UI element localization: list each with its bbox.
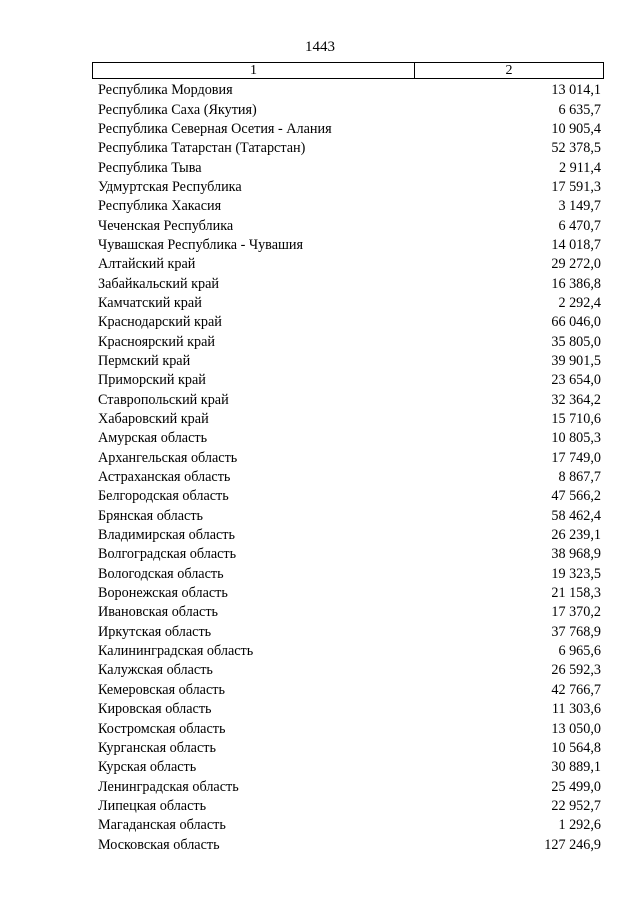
region-value: 6 470,7 (558, 217, 601, 234)
region-value: 17 749,0 (551, 449, 601, 466)
region-name: Приморский край (98, 372, 206, 389)
table-row (98, 100, 603, 119)
region-value: 37 768,9 (551, 623, 601, 640)
table-row (98, 313, 603, 332)
table-row (98, 816, 603, 835)
region-name: Иркутская область (98, 623, 212, 640)
table-row (98, 197, 603, 216)
column-header-1: 1 (93, 63, 415, 78)
table-row (98, 661, 603, 680)
region-value: 17 591,3 (551, 178, 601, 195)
region-value: 6 635,7 (558, 101, 601, 118)
table-row (98, 332, 603, 351)
region-value: 52 378,5 (551, 140, 601, 157)
region-value: 23 654,0 (551, 372, 601, 389)
region-name: Амурская область (98, 430, 208, 447)
region-value: 13 014,1 (551, 82, 601, 99)
region-name: Республика Саха (Якутия) (98, 101, 257, 118)
table-row (98, 391, 603, 410)
region-name: Республика Тыва (98, 159, 202, 176)
region-value: 11 303,6 (551, 701, 601, 718)
table-row (98, 584, 603, 603)
region-name: Магаданская область (98, 817, 226, 834)
region-value: 58 462,4 (551, 507, 601, 524)
table-row (98, 681, 603, 700)
region-name: Краснодарский край (98, 314, 222, 331)
region-value: 10 905,4 (551, 120, 601, 137)
table-row (98, 449, 603, 468)
region-name: Красноярский край (98, 333, 215, 350)
table-row (98, 719, 603, 738)
table-row (98, 468, 603, 487)
region-name: Ивановская область (98, 604, 219, 621)
region-name: Хабаровский край (98, 411, 209, 428)
column-header-2: 2 (505, 63, 513, 78)
table-row (98, 835, 603, 854)
region-name: Пермский край (98, 352, 191, 369)
table-row (98, 294, 603, 313)
region-value: 32 364,2 (551, 391, 601, 408)
table-row (98, 797, 603, 816)
region-name: Владимирская область (98, 527, 235, 544)
region-name: Курская область (98, 759, 197, 776)
region-value: 35 805,0 (551, 333, 601, 350)
region-value: 29 272,0 (551, 256, 601, 273)
region-name: Брянская область (98, 507, 204, 524)
table-row (98, 700, 603, 719)
region-name: Забайкальский край (98, 275, 219, 292)
region-name: Ставропольский край (98, 391, 229, 408)
region-name: Республика Северная Осетия - Алания (98, 120, 332, 137)
region-name: Кемеровская область (98, 681, 225, 698)
table-row (98, 429, 603, 448)
region-value: 10 805,3 (551, 430, 601, 447)
region-name: Республика Татарстан (Татарстан) (98, 140, 306, 157)
region-value: 26 592,3 (551, 662, 601, 679)
region-value: 14 018,7 (551, 236, 601, 253)
table-row (98, 410, 603, 429)
table-row (98, 216, 603, 235)
table-row (98, 274, 603, 293)
table-row (98, 507, 603, 526)
table-row (98, 545, 603, 564)
region-value: 25 499,0 (551, 778, 601, 795)
region-value: 47 566,2 (551, 488, 601, 505)
table-row (98, 758, 603, 777)
table-row (98, 623, 603, 642)
region-value: 17 370,2 (551, 604, 601, 621)
region-name: Архангельская область (98, 449, 238, 466)
region-value: 42 766,7 (551, 681, 601, 698)
region-value: 30 889,1 (551, 759, 601, 776)
region-name: Ленинградская область (98, 778, 239, 795)
region-value: 13 050,0 (551, 720, 601, 737)
table-row (98, 158, 603, 177)
region-name: Белгородская область (98, 488, 229, 505)
region-value: 38 968,9 (551, 546, 601, 563)
table-row (98, 642, 603, 661)
page-number: 1443 (305, 39, 335, 55)
region-value: 22 952,7 (551, 797, 601, 814)
region-name: Удмуртская Республика (98, 178, 242, 195)
table-body (98, 81, 603, 855)
region-value: 15 710,6 (551, 411, 601, 428)
region-name: Волгоградская область (98, 546, 237, 563)
region-value: 21 158,3 (551, 585, 601, 602)
table-row (98, 487, 603, 506)
table-row (98, 352, 603, 371)
region-name: Вологодская область (98, 565, 224, 582)
region-name: Чувашская Республика - Чувашия (98, 236, 304, 253)
region-value: 16 386,8 (551, 275, 601, 292)
region-name: Московская область (98, 836, 220, 853)
region-name: Курганская область (98, 739, 216, 756)
region-name: Воронежская область (98, 585, 228, 602)
region-value: 2 292,4 (558, 294, 601, 311)
region-value: 2 911,4 (558, 159, 601, 176)
region-value: 26 239,1 (551, 527, 601, 544)
region-value: 3 149,7 (558, 198, 601, 215)
table-row (98, 777, 603, 796)
region-name: Республика Хакасия (98, 198, 222, 215)
region-name: Калининградская область (98, 643, 254, 660)
region-name: Республика Мордовия (98, 82, 233, 99)
region-name: Липецкая область (98, 797, 207, 814)
table-row (98, 371, 603, 390)
table-row (98, 120, 603, 139)
region-name: Астраханская область (98, 469, 231, 486)
region-name: Костромская область (98, 720, 226, 737)
region-value: 10 564,8 (551, 739, 601, 756)
region-value: 127 246,9 (544, 836, 601, 853)
table-row (98, 81, 603, 100)
region-name: Камчатский край (98, 294, 202, 311)
region-value: 8 867,7 (558, 469, 601, 486)
table-header (92, 62, 604, 79)
table-row (98, 526, 603, 545)
region-value: 19 323,5 (551, 565, 601, 582)
region-name: Алтайский край (98, 256, 196, 273)
table-row (98, 603, 603, 622)
region-name: Калужская область (98, 662, 213, 679)
table-row (98, 255, 603, 274)
table-row (98, 739, 603, 758)
table-row (98, 178, 603, 197)
region-value: 66 046,0 (551, 314, 601, 331)
region-name: Чеченская Республика (98, 217, 234, 234)
table-row (98, 139, 603, 158)
table-row (98, 565, 603, 584)
region-value: 1 292,6 (558, 817, 601, 834)
region-name: Кировская область (98, 701, 212, 718)
region-value: 39 901,5 (551, 352, 601, 369)
region-value: 6 965,6 (558, 643, 601, 660)
table-row (98, 236, 603, 255)
